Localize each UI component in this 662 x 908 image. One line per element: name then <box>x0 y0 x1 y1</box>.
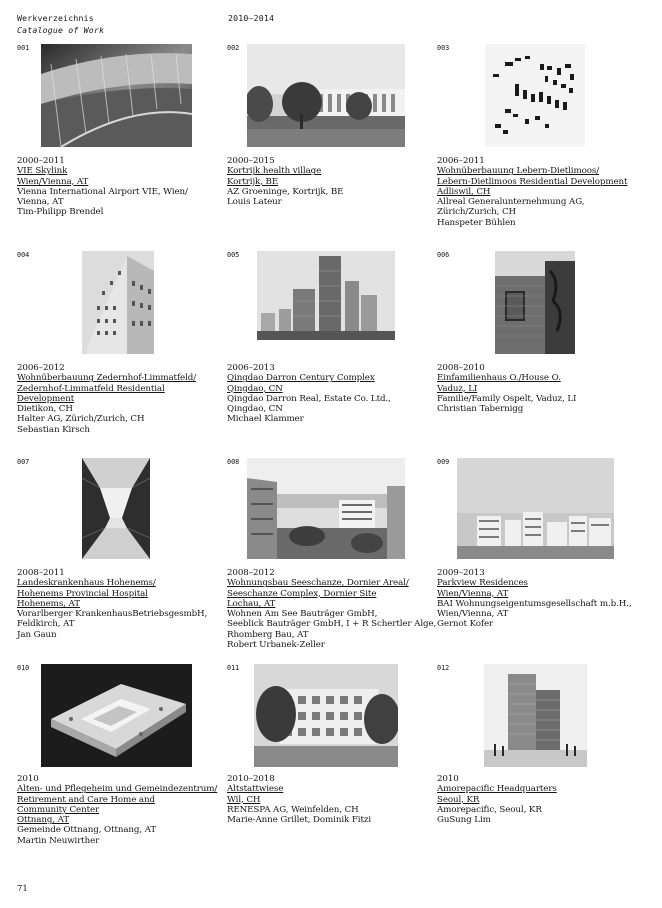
entry-architect: GuSung Lim <box>437 815 491 826</box>
entry-architect: Tim-Philipp Brendel <box>17 207 104 218</box>
entry-photo-house-o <box>495 251 575 354</box>
entry-title-line: Parkview Residences <box>437 578 528 589</box>
entry-years: 2000–2015 <box>227 156 275 166</box>
entry-years: 2010 <box>437 774 459 784</box>
entry-architect: Michael Klammer <box>227 414 304 425</box>
entry-number: 011 <box>227 664 240 672</box>
entry-years: 2006–2013 <box>227 363 275 373</box>
entry-client-line: Zürich/Zurich, CH <box>437 207 517 218</box>
entry-years: 2006–2012 <box>17 363 65 373</box>
entry-number: 007 <box>17 458 30 466</box>
entry-years: 2008–2011 <box>17 568 65 578</box>
entry-text <box>437 363 642 414</box>
entry-client-line: Feldkirch, AT <box>17 619 75 630</box>
entry-photo-skylink <box>41 44 192 147</box>
entry-title-line: Hohenems, AT <box>17 598 80 609</box>
entry-title-line: Development <box>17 393 75 404</box>
entry-years: 2008–2010 <box>437 363 485 373</box>
entry-text <box>17 568 222 640</box>
entry-client-line: Vienna International Airport VIE, Wien/ <box>17 186 188 197</box>
entry-title-line: Kortrijk, BE <box>227 176 279 187</box>
entry-title-line: Seoul, KR <box>437 794 480 805</box>
entry-title-line: Vaduz, LI <box>437 383 478 394</box>
entry-client-line: AZ Groeninge, Kortrijk, BE <box>227 186 344 197</box>
entry-number: 001 <box>17 44 30 52</box>
entry-title-line: Lebern-Dietlimoos Residential Development <box>437 176 628 187</box>
entry-title-line: Zedernhof-Limmatfeld Residential <box>17 383 165 394</box>
entry-number: 006 <box>437 251 450 259</box>
catalogue-years: 2010–2014 <box>228 13 275 23</box>
entry-title-line: Ottnang, AT <box>17 815 70 826</box>
entry-title-line: Community Center <box>17 804 100 815</box>
entry-title-line: Amorepacific Headquarters <box>437 784 557 795</box>
entry-title-line: Wohnüberbauung Zedernhof-Limmatfeld/ <box>17 373 197 384</box>
entry-years: 2010 <box>17 774 39 784</box>
entry-client-line: BAI Wohnungseigentumsgesellschaft m.b.H., <box>437 598 632 609</box>
entry-years: 2009–2013 <box>437 568 485 578</box>
entry-client-line: Qingdao, CN <box>227 404 283 415</box>
entry-years: 2010–2018 <box>227 774 275 784</box>
entry-client-line: RENESPA AG, Weinfelden, CH <box>227 804 359 815</box>
entry-title-line: Wohnungsbau Seeschanze, Dornier Areal/ <box>227 578 409 589</box>
entry-architect: Martin Neuwirther <box>17 835 100 846</box>
entry-photo-amorepacific <box>484 664 587 767</box>
entry-photo-kortrijk <box>247 44 405 147</box>
entry-photo-qingdao <box>257 251 395 340</box>
entry-text <box>437 156 642 228</box>
page-number: 71 <box>17 884 28 894</box>
entry-title-line: Qingdao, CN <box>227 383 283 394</box>
entry-number: 003 <box>437 44 450 52</box>
catalogue-header <box>17 12 104 36</box>
entry-photo-hohenems <box>82 458 150 559</box>
entry-architect: Robert Urbanek-Zeller <box>227 640 325 651</box>
entry-years: 2006–2011 <box>437 156 485 166</box>
entry-photo-parkview <box>457 458 614 559</box>
entry-client-line: Seeblick Bauträger GmbH, I + R Schertler Alge, <box>227 619 437 630</box>
entry-client-line: Allreal Generalunternehmung AG, <box>437 197 585 208</box>
entry-architect: Jan Gaun <box>17 629 57 640</box>
entry-number: 012 <box>437 664 450 672</box>
entry-text <box>17 363 222 435</box>
entry-photo-altstattwiese <box>254 664 398 767</box>
entry-text <box>227 774 432 825</box>
entry-number: 002 <box>227 44 240 52</box>
entry-text <box>17 156 222 218</box>
entry-client-line: Dietikon, CH <box>17 404 73 415</box>
entry-client-line: Vorarlberger KrankenhausBetriebsgesmbH, <box>17 609 208 620</box>
entry-client-line: Vienna, AT <box>17 197 64 208</box>
catalogue-title-de: Werkverzeichnis <box>17 13 94 23</box>
entry-photo-siteplan <box>485 44 585 147</box>
entry-number: 008 <box>227 458 240 466</box>
entry-text <box>437 568 642 630</box>
entry-years: 2008–2012 <box>227 568 275 578</box>
entry-title-line: Landeskrankenhaus Hohenems/ <box>17 578 156 589</box>
entry-title-line: Seeschanze Complex, Dornier Site <box>227 588 377 599</box>
entry-architect: Sebastian Kirsch <box>17 424 90 435</box>
entry-title-line: Einfamilienhaus O./House O. <box>437 373 561 384</box>
entry-title-line: VIE Skylink <box>17 166 68 177</box>
entry-architect: Marie-Anne Grillet, Dominik Fitzi <box>227 815 371 826</box>
entry-architect: Gernot Kofer <box>437 619 494 630</box>
entry-title-line: Wil, CH <box>227 794 261 805</box>
entry-title-line: Retirement and Care Home and <box>17 794 155 805</box>
entry-client-line: Gemeinde Ottnang, Ottnang, AT <box>17 825 157 836</box>
entry-title-line: Wohnüberbauung Lebern-Dietlimoos/ <box>437 166 600 177</box>
entry-photo-zedernhof <box>82 251 154 354</box>
entry-title-line: Lochau, AT <box>227 598 276 609</box>
entry-client-line: Wien/Vienna, AT <box>437 609 509 620</box>
entry-client-line: Amorepacific, Seoul, KR <box>437 804 542 815</box>
entry-client-line: Qingdao Darron Real, Estate Co. Ltd., <box>227 393 391 404</box>
entry-client-line: Familie/Family Ospelt, Vaduz, LI <box>437 393 577 404</box>
entry-title-line: Qingdao Darron Century Complex <box>227 373 375 384</box>
entry-text <box>227 568 437 651</box>
entry-number: 009 <box>437 458 450 466</box>
entry-title-line: Hohenems Provincial Hospital <box>17 588 148 599</box>
entry-architect: Louis Lateur <box>227 197 282 208</box>
entry-title-line: Adliswil, CH <box>437 186 491 197</box>
entry-title-line: Altstattwiese <box>227 784 284 795</box>
entry-text <box>17 774 222 846</box>
entry-text <box>437 774 642 825</box>
entry-years: 2000–2011 <box>17 156 65 166</box>
entry-architect: Christian Tabernigg <box>437 404 524 415</box>
entry-number: 010 <box>17 664 30 672</box>
entry-text <box>227 363 432 425</box>
entry-architect: Hanspeter Bühlen <box>437 217 516 228</box>
entry-text <box>227 156 432 207</box>
catalogue-title-en: Catalogue of Work <box>17 25 105 35</box>
entry-title-line: Alten- und Pflegeheim und Gemeindezentrum/ <box>17 784 218 795</box>
entry-client-line: Rhomberg Bau, AT <box>227 629 309 640</box>
entry-client-line: Halter AG, Zürich/Zurich, CH <box>17 414 145 425</box>
entry-photo-ottnang-model <box>41 664 192 767</box>
entry-title-line: Kortrijk health village <box>227 166 322 177</box>
entry-client-line: Wohnen Am See Bauträger GmbH, <box>227 609 378 620</box>
entry-number: 005 <box>227 251 240 259</box>
entry-title-line: Wien/Vienna, AT <box>17 176 89 187</box>
entry-title-line: Wien/Vienna, AT <box>437 588 509 599</box>
entry-photo-seeschanze <box>247 458 405 559</box>
entry-number: 004 <box>17 251 30 259</box>
